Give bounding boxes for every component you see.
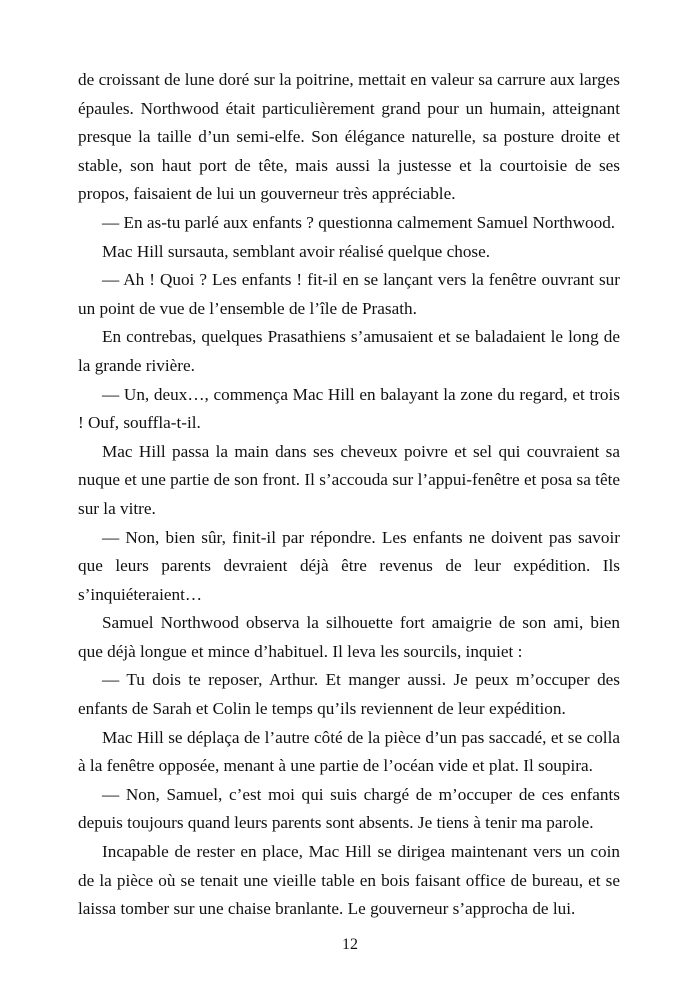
paragraph: — En as-tu parlé aux enfants ? questionna calmement Samuel Northwood. (102, 212, 616, 232)
paragraph: En contrebas, quelques Prasathiens s’amusaient et se baladaient le long de la grande rivière. (78, 327, 620, 375)
paragraph: — Non, bien sûr, finit-il par répondre. Les enfants ne doivent pas savoir que leurs parents devraient déjà être revenus de leur expédition. Ils s’inquiéteraient… (78, 527, 620, 604)
paragraph: — Ah ! Quoi ? Les enfants ! fit-il en se lançant vers la fenêtre ouvrant sur un point de vue de l’ensemble de l’île de Prasath. (78, 270, 620, 318)
paragraph: Samuel Northwood observa la silhouette fort amaigrie de son ami, bien que déjà longue et mince d’habituel. Il leva les sourcils, inquiet : (78, 613, 620, 661)
paragraph: — Tu dois te reposer, Arthur. Et manger aussi. Je peux m’occuper des enfants de Sarah et Colin le temps qu’ils reviennent de leur expédition. (78, 670, 620, 719)
page-body (78, 66, 620, 924)
paragraph: Mac Hill sursauta, semblant avoir réalisé quelque chose. (102, 241, 491, 261)
paragraph: de croissant de lune doré sur la poitrine, mettait en valeur sa carrure aux larges épaules. Northwood était particulièrement grand pour un humain, atteignant presque la taille d’un semi-elfe. Son élégance naturelle, sa posture droite et stable, son haut port de tête, mais aussi la justesse et la courtoisie de ses propos, faisaient de lui un gouverneur très appréciable. (78, 70, 620, 204)
page-number: 12 (342, 936, 358, 953)
paragraph: Mac Hill se déplaça de l’autre côté de la pièce d’un pas saccadé, et se colla à la fenêtre opposée, menant à une partie de l’océan vide et plat. Il soupira. (78, 727, 620, 776)
paragraph: Mac Hill passa la main dans ses cheveux poivre et sel qui couvraient sa nuque et une partie de son front. Il s’accouda sur l’appui-fenêtre et posa sa tête sur la vitre. (78, 441, 620, 518)
paragraph: — Non, Samuel, c’est moi qui suis chargé de m’occuper de ces enfants depuis toujours quand leurs parents sont absents. Je tiens à tenir ma parole. (78, 784, 620, 833)
paragraph: — Un, deux…, commença Mac Hill en balayant la zone du regard, et trois ! Ouf, souffla-t-il. (78, 384, 620, 433)
paragraph: Incapable de rester en place, Mac Hill se dirigea maintenant vers un coin de la pièce où se tenait une vieille table en bois faisant office de bureau, et se laissa tomber sur une chaise branlante. Le gouverneur s’approcha de lui. (78, 842, 620, 919)
